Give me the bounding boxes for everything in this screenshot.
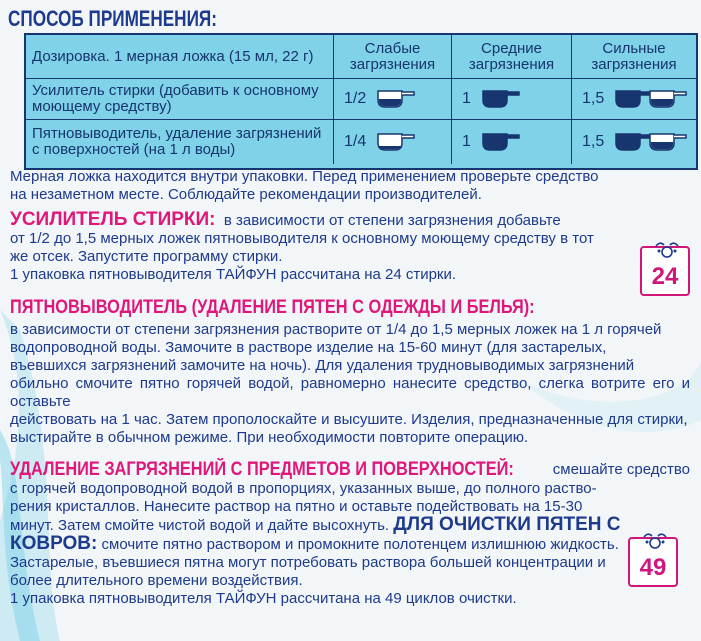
wash-count-badge: 24 bbox=[640, 246, 690, 296]
dosage-table bbox=[24, 33, 698, 170]
table-header-dosage: Дозировка. 1 мерная ложка (15 мл, 22 г) bbox=[26, 35, 334, 79]
measuring-spoon-icon bbox=[376, 88, 416, 110]
surface-heading: УДАЛЕНИЕ ЗАГРЯЗНЕНИЙ С ПРЕДМЕТОВ И ПОВЕРХНОСТЕЙ: bbox=[10, 459, 514, 480]
carpet-heading: ДЛЯ ОЧИСТКИ ПЯТЕН С bbox=[393, 514, 621, 535]
measuring-spoon-icon bbox=[481, 88, 521, 110]
table-header-weak: Слабые загрязнения bbox=[334, 35, 452, 79]
washing-machine-icon bbox=[638, 531, 672, 549]
table-cell-weak: 1/2 bbox=[334, 79, 452, 120]
stain-paragraph: в зависимости от степени загрязнения растворите от 1/4 до 1,5 мерных ложек на 1 л горячей водопроводной воды. Замочите в растворе изделие на 15-60 минут (для застарелых, въевшихся загрязнений замочите на ночь). Для удаления трудновыводимых загрязнений обильно смочите пятно горячей водой, равномерно нанесите средство, слегка вотрите его и оставьте действовать на 1 час. Затем прополоскайте и высушите. Изделия, предназначенные для стирки, выстирайте в обычном режиме. При необходимости повторите операцию. bbox=[10, 321, 690, 446]
table-header-medium: Средние загрязнения bbox=[452, 35, 572, 79]
table-cell-medium: 1 bbox=[452, 120, 572, 164]
booster-paragraph: УСИЛИТЕЛЬ СТИРКИ: в зависимости от степени загрязнения добавьте от 1/2 до 1,5 мерных ложек пятновыводителя к основному моющему средству в тот же отсек. Запустите программу стирки. 1 упаковка пятновыводителя ТАЙФУН рассчитана на 24 стирки. bbox=[10, 209, 594, 283]
table-cell-strong: 1,5 bbox=[572, 120, 696, 164]
table-header-strong: Сильные загрязнения bbox=[572, 35, 696, 79]
surface-paragraph: УДАЛЕНИЕ ЗАГРЯЗНЕНИЙ С ПРЕДМЕТОВ И ПОВЕРХНОСТЕЙ: смешайте средство с горячей водопроводной водой в пропорциях, указанных выше, до полного раство- рения кристаллов. Нанесите раствор на пятно и оставьте подействовать на 15-30 минут. Затем смойте чистой водой и дайте высохнуть. ДЛЯ ОЧИСТКИ ПЯТЕН С КОВРОВ: смочите пятно раствором и промокните полотенцем излишнюю жидкость. Застарелые, въевшиеся пятна могут потребовать раствора большей концентрации и более длительного времени воздействия. 1 упаковка пятновыводителя ТАЙФУН рассчитана на 49 циклов очистки. bbox=[10, 459, 690, 607]
note-paragraph: Мерная ложка находится внутри упаковки. Перед применением проверьте средство на незаметном месте. Соблюдайте рекомендации производителей. bbox=[10, 168, 599, 203]
page-title: СПОСОБ ПРИМЕНЕНИЯ: bbox=[8, 6, 217, 31]
washing-machine-icon bbox=[650, 240, 684, 258]
stain-heading: ПЯТНОВЫВОДИТЕЛЬ (УДАЛЕНИЕ ПЯТЕН С ОДЕЖДЫ И БЕЛЬЯ): bbox=[10, 297, 535, 318]
measuring-spoon-icon bbox=[648, 131, 688, 153]
cleaning-cycles-badge: 49 bbox=[628, 537, 678, 587]
table-cell-weak: 1/4 bbox=[334, 120, 452, 164]
table-row-label: Усилитель стирки (добавить к основному моющему средству) bbox=[26, 79, 334, 120]
table-cell-medium: 1 bbox=[452, 79, 572, 120]
measuring-spoon-icon bbox=[376, 131, 416, 153]
table-row-label: Пятновыводитель, удаление загрязнений с поверхностей (на 1 л воды) bbox=[26, 120, 334, 164]
table-cell-strong: 1,5 bbox=[572, 79, 696, 120]
measuring-spoon-icon bbox=[648, 88, 688, 110]
booster-heading: УСИЛИТЕЛЬ СТИРКИ: bbox=[10, 209, 216, 230]
measuring-spoon-icon bbox=[481, 131, 521, 153]
